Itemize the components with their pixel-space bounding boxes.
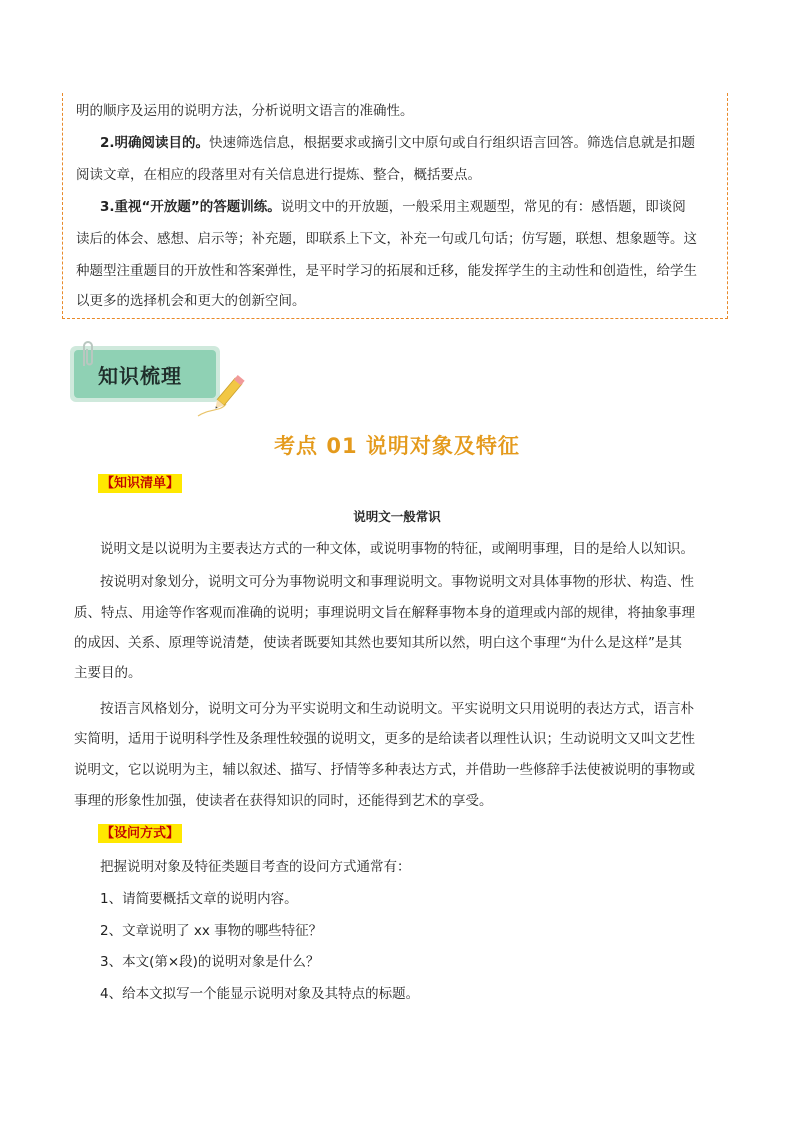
question-item: 4、给本文拟写一个能显示说明对象及其特点的标题。 — [100, 986, 420, 1002]
knowledge-para-3-line-3: 说明文，它以说明为主，辅以叙述、描写、抒情等多种表达方式，并借助一些修辞手法使被说明的事物或 — [74, 762, 695, 778]
knowledge-para-3-line-4: 事理的形象性加强，使读者在获得知识的同时，还能得到艺术的享受。 — [74, 793, 493, 809]
question-item: 3、本文(第×段)的说明对象是什么？ — [100, 954, 320, 970]
tips-item-3-cont-2: 种题型注重题目的开放性和答案弹性，是平时学习的拓展和迁移，能发挥学生的主动性和创造性，给学生 — [76, 263, 697, 279]
tips-item-3-text: 说明文中的开放题，一般采用主观题型，常见的有：感悟题，即谈阅 — [280, 199, 686, 215]
tips-item-3-label: 3.重视“开放题”的答题训练。 — [100, 199, 281, 215]
knowledge-badge-label: 知识梳理 — [98, 364, 182, 388]
tips-item-3-cont-3: 以更多的选择机会和更大的创新空间。 — [76, 293, 306, 309]
tips-line-1: 明的顺序及运用的说明方法，分析说明文语言的准确性。 — [76, 103, 414, 119]
knowledge-para-3-line-1: 按语言风格划分，说明文可分为平实说明文和生动说明文。平实说明文只用说明的表达方式，语言朴 — [100, 701, 694, 717]
knowledge-para-2-line-2: 质、特点、用途等作客观而准确的说明；事理说明文旨在解释事物本身的道理或内部的规律，将抽象事理 — [74, 605, 695, 621]
knowledge-para-2-line-4: 主要目的。 — [74, 665, 142, 681]
knowledge-heading: 说明文一般常识 — [353, 509, 441, 524]
knowledge-para-1: 说明文是以说明为主要表达方式的一种文体，或说明事物的特征，或阐明事理，目的是给人以知识。 — [100, 541, 694, 557]
question-item: 1、请简要概括文章的说明内容。 — [100, 891, 298, 907]
pencil-icon — [186, 368, 256, 420]
knowledge-para-2-line-3: 的成因、关系、原理等说清楚，使读者既要知其然也要知其所以然，明白这个事理“为什么是这样”是其 — [74, 635, 682, 651]
question-methods-tag: 【设问方式】 — [98, 824, 182, 843]
knowledge-para-3-line-2: 实简明，适用于说明科学性及条理性较强的说明文，更多的是给读者以理性认识；生动说明文又叫文艺性 — [74, 731, 695, 747]
knowledge-list-tag: 【知识清单】 — [98, 474, 182, 493]
tips-item-2-text: 快速筛选信息，根据要求或摘引文中原句或自行组织语言回答。筛选信息就是扣题 — [209, 135, 696, 151]
knowledge-para-2-line-1: 按说明对象划分，说明文可分为事物说明文和事理说明文。事物说明文对具体事物的形状、构造、性 — [100, 574, 694, 590]
tips-item-3 — [100, 191, 686, 223]
tips-item-2-cont: 阅读文章，在相应的段落里对有关信息进行提炼、整合，概括要点。 — [76, 167, 481, 183]
tips-item-2-label: 2.明确阅读目的。 — [100, 135, 210, 151]
question-item: 2、文章说明了 xx 事物的哪些特征？ — [100, 923, 323, 939]
tips-item-2 — [100, 127, 695, 159]
questions-intro: 把握说明对象及特征类题目考查的设问方式通常有： — [100, 859, 411, 875]
tips-item-3-cont-1: 读后的体会、感想、启示等；补充题，即联系上下文，补充一句或几句话；仿写题，联想、想象题等。这 — [76, 231, 697, 247]
section-title: 考点 01 说明对象及特征 — [274, 434, 520, 458]
paperclip-icon — [78, 338, 98, 370]
